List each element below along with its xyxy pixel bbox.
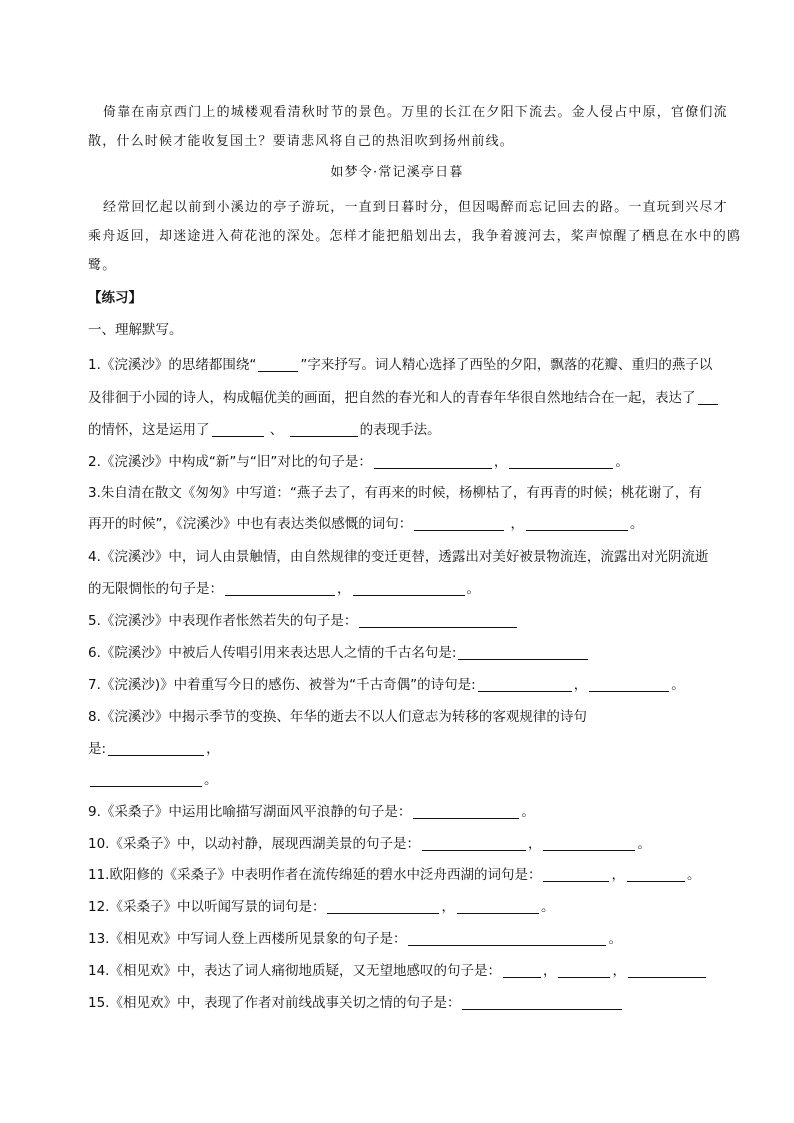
answer-blank[interactable]: [290, 422, 358, 437]
question-15: [88, 994, 624, 1012]
answer-blank[interactable]: [589, 677, 669, 692]
question-text: ，: [611, 867, 625, 883]
question-text: 7.《浣溪沙)》中着重写今日的感伤、被誉为“千古奇偶”的诗句是:: [88, 677, 476, 693]
question-1-line-1: [88, 356, 712, 374]
question-text: 的情怀，这是运用了: [88, 422, 210, 438]
question-text: 5.《浣溪沙》中表现作者怅然若失的句子是：: [88, 613, 358, 629]
question-text: 再开的时候”，《浣溪沙》中也有表达类似感慨的词句：: [88, 516, 413, 532]
question-text: 12.《采桑子》中以听闻写景的词句是：: [88, 899, 326, 915]
answer-blank[interactable]: [353, 581, 465, 596]
answer-blank[interactable]: [628, 963, 706, 978]
answer-blank[interactable]: [478, 677, 572, 692]
translation-paragraph-2-line-3: 鹭。: [88, 258, 117, 273]
question-1-line-3: [88, 421, 441, 439]
question-text: 。: [615, 454, 629, 470]
question-text: 的表现手法。: [359, 422, 441, 438]
answer-blank[interactable]: [698, 390, 718, 405]
question-4-line-1: 4.《浣溪沙》中，词人由景触情，由自然规律的变迁更替，透露出对美好被景物流连，流露出对光阴流逝: [88, 549, 709, 565]
question-8-line-2: [88, 740, 220, 758]
answer-blank[interactable]: [558, 963, 610, 978]
question-text: ，: [573, 677, 588, 693]
answer-blank[interactable]: [543, 836, 635, 851]
question-text: 。: [630, 516, 644, 532]
question-text: 。: [686, 867, 701, 883]
answer-blank[interactable]: [258, 357, 298, 372]
question-1-line-2: [88, 389, 720, 407]
answer-blank[interactable]: [413, 804, 519, 819]
question-text: 。: [521, 804, 535, 820]
answer-blank[interactable]: [108, 741, 204, 756]
question-text: 、: [269, 422, 284, 438]
question-text: ，: [493, 454, 508, 470]
answer-blank[interactable]: [526, 516, 628, 531]
question-14: [88, 962, 708, 980]
answer-blank[interactable]: [509, 454, 613, 469]
question-text: 15.《相见欢》中，表现了作者对前线战事关切之情的句子是：: [88, 995, 461, 1011]
answer-blank[interactable]: [414, 516, 504, 531]
question-text: 。: [204, 772, 218, 788]
question-text: 。: [637, 836, 651, 852]
question-text: 及徘徊于小园的诗人，构成幅优美的画面，把自然的春光和人的青春年华很自然地结合在一起，表达了: [88, 390, 696, 406]
question-text: 9.《采桑子》中运用比喻描写湖面风平浪静的句子是：: [88, 804, 412, 820]
answer-blank[interactable]: [225, 581, 335, 596]
question-9: [88, 803, 535, 821]
answer-blank[interactable]: [374, 454, 492, 469]
question-7: [88, 676, 685, 694]
question-text: ，: [612, 963, 626, 979]
translation-paragraph-2-line-1: 经常回忆起以前到小溪边的亭子游玩，一直到日暮时分，但因喝醉而忘记回去的路。一直玩到兴尽才: [103, 200, 728, 215]
question-13: [88, 930, 622, 948]
question-11: [88, 866, 700, 884]
question-text: 14.《相见欢》中，表达了词人痛彻地质疑，又无望地感叹的句子是：: [88, 963, 501, 979]
question-text: ，: [510, 516, 525, 532]
question-text: 10.《采桑子》中，以动衬静，展现西湖美景的句子是：: [88, 836, 420, 852]
answer-blank[interactable]: [627, 867, 685, 882]
question-4-line-2: [88, 580, 480, 598]
answer-blank[interactable]: [359, 613, 517, 628]
translation-title-2: 如梦令·常记溪亭日暮: [330, 165, 464, 180]
question-10: [88, 835, 651, 853]
question-text: 11.欧阳修的《采桑子》中表明作者在流传绵延的碧水中泛舟西湖的词句是：: [88, 867, 542, 883]
question-3-line-2: [88, 515, 644, 533]
question-12: [88, 898, 554, 916]
answer-blank[interactable]: [90, 772, 202, 787]
question-text: 。: [671, 677, 685, 693]
answer-blank[interactable]: [503, 963, 541, 978]
question-text: 。: [466, 581, 480, 597]
question-text: 。: [608, 931, 622, 947]
section-subheading: 一、理解默写。: [88, 322, 183, 338]
question-text: 1.《浣溪沙》的思绪都围绕“: [88, 357, 257, 373]
translation-paragraph-1-line-1: 倚靠在南京西门上的城楼观看清秋时节的景色。万里的长江在夕阳下流去。金人侵占中原，官僚们流: [103, 105, 728, 120]
question-text: 6.《院溪沙》中被后人传唱引用来表达思人之情的千古名句是:: [88, 645, 457, 661]
answer-blank[interactable]: [458, 645, 588, 660]
answer-blank[interactable]: [462, 995, 622, 1010]
question-8-line-1: 8.《浣溪沙》中揭示季节的变换、年华的逝去不以人们意志为转移的客观规律的诗句: [88, 709, 587, 725]
question-text: 2.《浣溪沙》中构成“新”与“旧”对比的句子是：: [88, 454, 372, 470]
answer-blank[interactable]: [212, 422, 264, 437]
answer-blank[interactable]: [543, 867, 609, 882]
question-text: 是:: [88, 741, 107, 757]
answer-blank[interactable]: [422, 836, 526, 851]
answer-blank[interactable]: [327, 899, 439, 914]
question-text: 13.《相见欢》中写词人登上西楼所见景象的句子是：: [88, 931, 407, 947]
question-3-line-1: 3.朱自清在散文《匆匆》中写道：“燕子去了，有再来的时候，杨柳枯了，有再青的时候；桃花谢了，有: [88, 485, 702, 501]
answer-blank[interactable]: [457, 899, 539, 914]
question-5: [88, 612, 519, 630]
section-heading: 【练习】: [88, 290, 142, 306]
translation-paragraph-1-line-2: 散，什么时候才能收复国土？要请悲风将自己的热泪吹到扬州前线。: [88, 134, 515, 149]
question-text: 的无限惆怅的句子是：: [88, 581, 223, 597]
question-2: [88, 453, 629, 471]
question-text: 。: [540, 899, 555, 915]
question-6: [88, 644, 590, 662]
question-text: ，: [527, 836, 542, 852]
question-text: ，: [542, 963, 557, 979]
translation-paragraph-2-line-2: 乘舟返回，却迷途进入荷花池的深处。怎样才能把船划出去，我争着渡河去，桨声惊醒了栖息在水中的鸥: [88, 229, 742, 244]
question-text: ，: [337, 581, 351, 597]
question-text: ，: [206, 741, 220, 757]
question-text: ，: [441, 899, 455, 915]
question-8-line-3: [88, 771, 218, 789]
question-text: ”字来抒写。词人精心选择了西坠的夕阳，飘落的花瓣、重归的燕子以: [300, 357, 713, 373]
answer-blank[interactable]: [408, 931, 606, 946]
